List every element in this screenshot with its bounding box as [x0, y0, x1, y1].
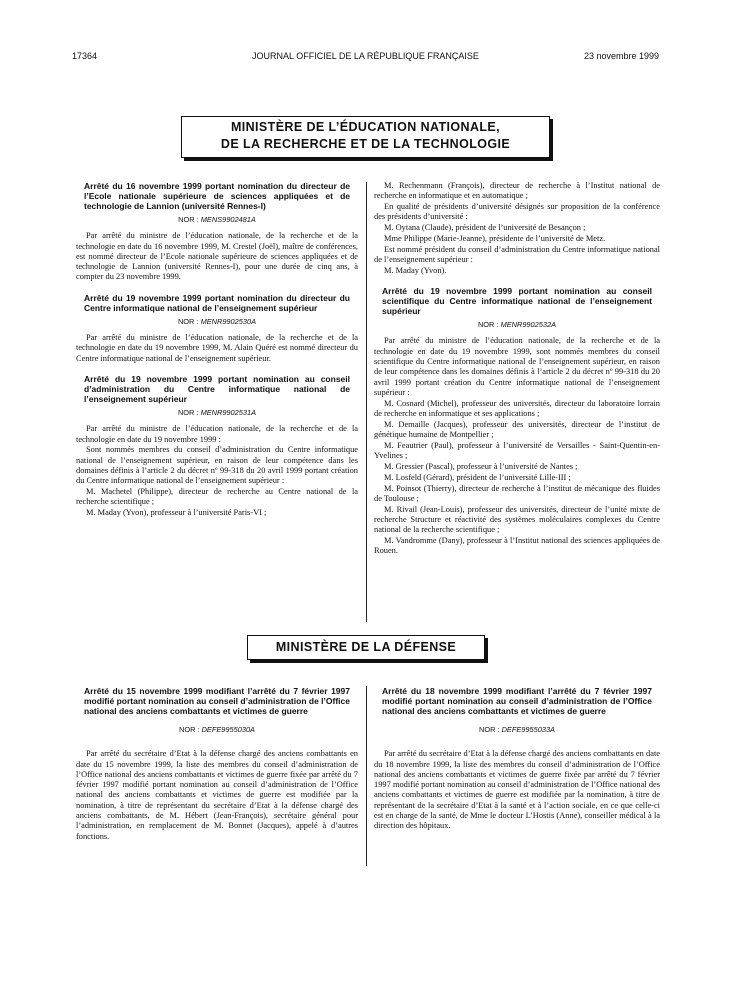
decree-cines-director — [76, 293, 358, 364]
decree-title: Arrêté du 19 novembre 1999 portant nomination au conseil scientifique du Centre informatique national de l’enseignement supérieur — [382, 286, 652, 317]
journal-title: JOURNAL OFFICIEL DE LA RÉPUBLIQUE FRANÇAISE — [252, 51, 479, 61]
decree-paragraph: En qualité de présidents d’université désignés sur proposition de la conférence des présidents d’université : — [374, 202, 660, 222]
column-divider — [366, 686, 367, 866]
ministry-education-heading — [181, 116, 550, 158]
decree-cines-board-continued — [374, 181, 660, 276]
issue-date: 23 novembre 1999 — [583, 51, 659, 61]
decree-paragraph: M. Gressier (Pascal), professeur à l’université de Nantes ; — [384, 462, 578, 472]
decree-paragraph: Mme Philippe (Marie-Jeanne), présidente de l’université de Metz. — [384, 233, 606, 243]
decree-title: Arrêté du 16 novembre 1999 portant nomination du directeur de l’Ecole nationale supérieure de sciences appliquées et de technologie de Lannion (université Rennes-I) — [84, 181, 350, 211]
nor-reference: NOR : MENS9902481A — [178, 215, 256, 224]
decree-paragraph: M. Maday (Yvon). — [384, 265, 447, 275]
left-column-2 — [76, 686, 358, 842]
decree-paragraph: Par arrêté du secrétaire d’Etat à la défense chargé des anciens combattants en date du 18 novembre 1999, la liste des membres du conseil d’administration de l’Office national des anciens combattants et victimes de guerre fixée par arrêté du 7 février 1997 modifié portant nomination au conseil d’administration de l’Office national des anciens combattants et victimes de guerre est modifiée par la nomination, à titre de représentant de la secrétaire d’Etat à la santé et à l’action sociale, en ce que celle-ci est en charge de la santé, de Mme le docteur L’Hostis (Anne), conseiller médical à la direction des hôpitaux. — [374, 749, 660, 831]
decree-paragraph: Sont nommés membres du conseil d’administration du Centre informatique national de l’enseignement supérieur, en raison de leur compétence dans les domaines définis à l’article 2 du décret nº 99-318 du 20 avril 1999 portant création du Centre informatique national de l’enseignement supérieur : — [76, 445, 358, 486]
page-number: 17364 — [72, 51, 98, 61]
decree-title: Arrêté du 15 novembre 1999 modifiant l’arrêté du 7 février 1997 modifié portant nomination au conseil d’administration de l’Office national des anciens combattants et victimes de guerre — [84, 686, 350, 716]
nor-reference: NOR : MENR9902531A — [177, 407, 257, 417]
decree-lannion — [76, 181, 358, 283]
nor-reference: NOR : MENR9902530A — [177, 316, 257, 326]
decree-paragraph: M. Losfeld (Gérard), président de l’université Lille-III ; — [384, 472, 571, 482]
decree-paragraph: M. Feautrier (Paul), professeur à l’université de Versailles - Saint-Quentin-en-Yvelines ; — [374, 440, 660, 461]
nor-reference: NOR : MENR9902532A — [477, 320, 557, 330]
nor-reference: NOR : DEFE9955030A — [178, 725, 255, 734]
ministry-defense-heading — [247, 635, 485, 660]
right-column-2 — [374, 686, 660, 832]
nor-reference: NOR : DEFE9955033A — [478, 725, 555, 734]
decree-paragraph: M. Poinsot (Thierry), directeur de recherche à l’institut de mécanique des fluides de Toulouse ; — [374, 483, 660, 503]
ministry-heading-line-1: MINISTÈRE DE L’ÉDUCATION NATIONALE, — [230, 120, 501, 134]
decree-paragraph: Est nommé président du conseil d’administration du Centre informatique national de l’enseignement supérieur : — [374, 244, 660, 265]
decree-paragraph: M. Demaille (Jacques), professeur des universités, directeur de l’institut de génétique humaine de Montpellier ; — [374, 419, 660, 440]
decree-title: Arrêté du 19 novembre 1999 portant nomination au conseil d’administration du Centre informatique national de l’enseignement supérieur — [84, 373, 350, 404]
decree-onac-15-nov — [76, 686, 358, 842]
decree-cines-board — [76, 374, 358, 518]
decree-title: Arrêté du 19 novembre 1999 portant nomination du directeur du Centre informatique national de l’enseignement supérieur — [84, 292, 350, 313]
decree-paragraph: Par arrêté du ministre de l’éducation nationale, de la recherche et de la technologie en date du 19 novembre 1999, sont nommés membres du conseil scientifique du Centre informatique national de l’enseignement supérieur, en raison de leur compétence dans les domaines définis à l’article 2 du décret nº 99-318 du 20 avril 1999 portant création du Centre informatique national de l’enseignement supérieur : — [374, 336, 660, 397]
decree-paragraph: Par arrêté du ministre de l’éducation nationale, de la recherche et de la technologie en date du 19 novembre 1999, M. Alain Quéré est nommé directeur du Centre informatique national de l’enseignement supérieur. — [76, 333, 358, 363]
decree-paragraph: M. Vandromme (Dany), professeur à l’Institut national des sciences appliquées de Rouen. — [374, 536, 660, 556]
decree-paragraph: M. Maday (Yvon), professeur à l’université Paris-VI ; — [86, 508, 267, 518]
left-column-1 — [76, 181, 358, 518]
decree-onac-18-nov — [374, 686, 660, 832]
decree-paragraph: Par arrêté du secrétaire d’Etat à la défense chargé des anciens combattants en date du 15 novembre 1999, la liste des membres du conseil d’administration de l’Office national des anciens combattants et victimes de guerre fixée par arrêté du 7 février 1997 modifié portant nomination au conseil d’administration de l’Office national des anciens combattants et victimes de guerre est modifiée par la nomination, à titre de représentant du secrétaire d’Etat à la défense chargé des anciens combattants, de M. Hébert (Jean-François), secrétaire général pour l’administration, en remplacement de M. Bonnet (Jacques), appelé à d’autres fonctions. — [76, 749, 358, 841]
decree-title: Arrêté du 18 novembre 1999 modifiant l’arrêté du 7 février 1997 modifié portant nomination au conseil d’administration de l’Office national des anciens combattants et victimes de guerre — [382, 686, 652, 716]
decree-paragraph: M. Oytana (Claude), président de l’université de Besançon ; — [384, 223, 586, 233]
decree-paragraph: Par arrêté du ministre de l’éducation nationale, de la recherche et de la technologie en date du 16 novembre 1999, M. Crestel (Joël), maître de conférences, est nommé directeur de l’Ecole nationale supérieure de sciences appliquées et de technologie de Lannion (université Rennes-I), pour une durée de cinq ans, à compter du 23 novembre 1999. — [76, 231, 358, 282]
column-divider — [366, 182, 367, 622]
ministry-heading-line-2: DE LA RECHERCHE ET DE LA TECHNOLOGIE — [220, 137, 511, 151]
decree-cines-scientific-council — [374, 286, 660, 557]
decree-paragraph: M. Machetel (Philippe), directeur de recherche au Centre national de la recherche scientifique ; — [76, 487, 358, 507]
decree-paragraph: Par arrêté du ministre de l’éducation nationale, de la recherche et de la technologie en date du 19 novembre 1999 : — [76, 424, 358, 444]
right-column-1 — [374, 181, 660, 557]
ministry-heading-line-1: MINISTÈRE DE LA DÉFENSE — [275, 640, 457, 654]
decree-paragraph: M. Cosnard (Michel), professeur des universités, directeur du laboratoire lorrain de recherche en informatique et ses applications ; — [374, 398, 660, 419]
decree-paragraph: M. Rechenmann (François), directeur de recherche à l’Institut national de recherche en informatique et en automatique ; — [374, 181, 660, 201]
decree-paragraph: M. Rivail (Jean-Louis), professeur des universités, directeur de l’unité mixte de recherche Structure et réactivité des systèmes moléculaires complexes du Centre national de la recherche scientifique ; — [374, 504, 660, 535]
